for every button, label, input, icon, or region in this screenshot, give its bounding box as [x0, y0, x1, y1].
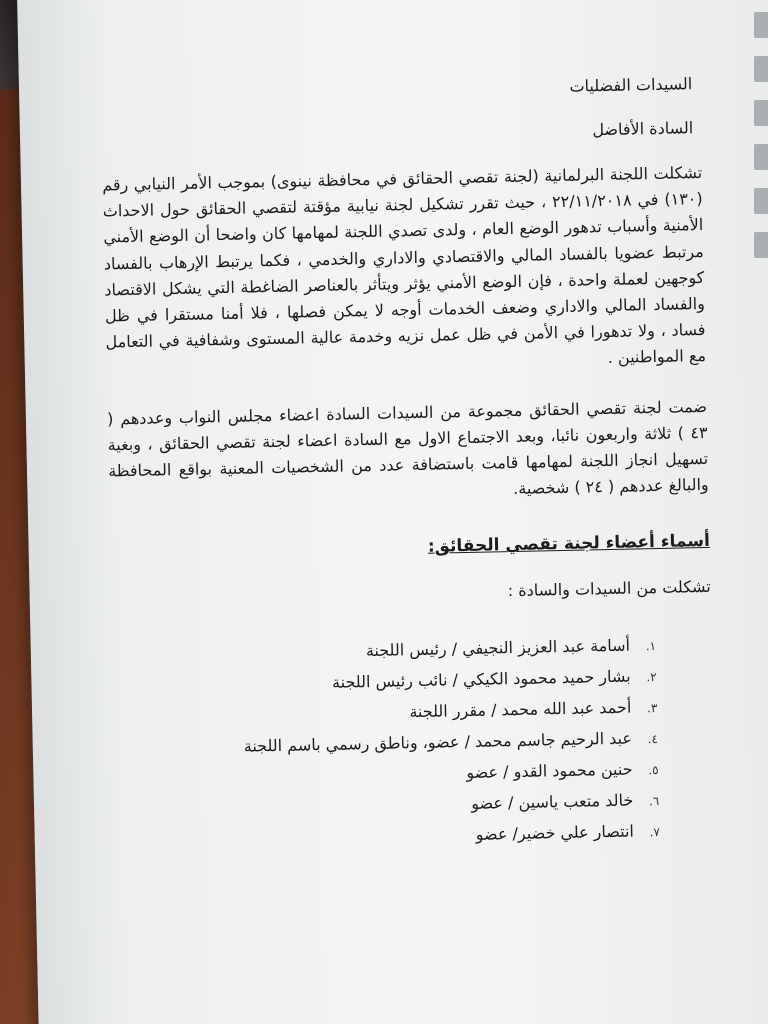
binder-tab [754, 100, 768, 126]
list-number: ٥. [648, 763, 659, 778]
list-number: ٢. [646, 670, 657, 685]
members-heading: أسماء أعضاء لجنة تقصي الحقائق: [427, 531, 711, 558]
member-name: بشار حميد محمود الكيكي / نائب رئيس اللجنة [331, 667, 631, 693]
salutation-men: السادة الأفاضل [592, 118, 694, 140]
member-name: أسامة عبد العزيز النجيفي / رئيس اللجنة [365, 636, 631, 661]
list-number: ٦. [648, 794, 660, 809]
list-number: ٣. [646, 701, 658, 716]
member-name: أحمد عبد الله محمد / مقرر اللجنة [409, 698, 632, 722]
binder-tab [754, 188, 768, 214]
member-name: عبد الرحيم جاسم محمد / عضو، وناطق رسمي باسم اللجنة [243, 729, 633, 757]
paragraph-committee-members-count: ضمت لجنة تقصي الحقائق مجموعة من السيدات السادة اعضاء مجلس النواب وعددهم ( ٤٣ ) ثلاثة واربعون نائبا، وبعد الاجتماع الاول مع السادة اعضاء لجنة تقصي الحقائق ، وبغية تسهيل انجاز اللجنة لمهامها قامت باستضافة عدد من الشخصيات المعنية بواقع المحافظة والبالغ عددهم ( ٢٤ ) شخصية. [106, 396, 709, 499]
salutation-women: السيدات الفضليات [569, 74, 693, 96]
member-name: حنين محمود القدو / عضو [466, 760, 633, 783]
binder-tab [754, 144, 768, 170]
member-name: انتصار علي خضير/ عضو [475, 821, 635, 845]
members-intro: تشكلت من السيدات والسادة : [507, 577, 711, 601]
binder-tab [754, 232, 768, 258]
binder-tab [754, 56, 768, 82]
list-number: ١. [645, 639, 657, 654]
paragraph-committee-formation: تشكلت اللجنة البرلمانية (لجنة تقصي الحقائق في محافظة نينوى) بموجب الأمر النيابي رقم (١٣٠) في ٢٢/١١/٢٠١٨ ، حيث تقرر تشكيل لجنة نيابية مؤقتة لتقصي الحقائق حول الاحداث الأمنية وأسباب تدهور الوضع العام ، ولدى تصدي اللجنة لمهامها كان واضحا أن الوضع الأمني مرتبط عضويا بالفساد المالي والاقتصادي والاداري والخدمي ، فكما يرتبط الإرهاب بالفساد كوجهين لعملة واحدة ، فإن الوضع الأمني يؤثر ويتأثر بالعناصر الضاغطة التي يشكل الاقتصاد والفساد المالي والاداري وضعف الخدمات أوجه لا يمكن فصلها ، فلا أمنا مستقرا في ظل فساد ، ولا تدهورا في الأمن في ظل عمل نزيه وخدمة عالية المستوى وشفافية في التعامل مع المواطنين . [102, 162, 707, 368]
members-list [112, 628, 716, 858]
list-number: ٧. [649, 825, 661, 840]
member-name: خالد متعب ياسين / عضو [471, 790, 634, 814]
binder-tab [754, 12, 768, 38]
binder-edge [742, 0, 768, 1024]
list-number: ٤. [647, 732, 659, 747]
document-body [100, 72, 716, 858]
